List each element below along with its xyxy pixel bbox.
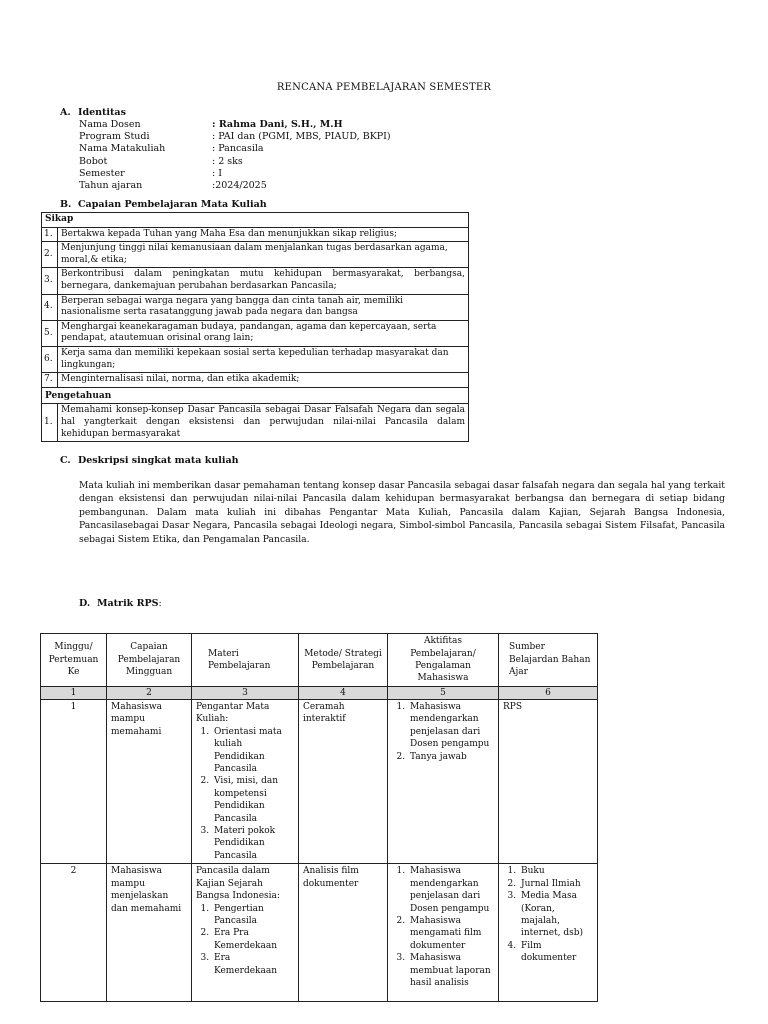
column-number-row [41, 687, 598, 700]
identitas-row [79, 156, 391, 168]
rps-matrix-table [40, 633, 598, 1002]
identitas-row [79, 119, 391, 131]
identitas-row [79, 131, 391, 143]
identitas-value: : Rahma Dani, S.H., M.H [212, 119, 343, 130]
materi-intro: Pengantar Mata Kuliah: [196, 702, 270, 725]
section-title: Matrik RPS [97, 598, 159, 609]
identitas-value: : Pancasila [212, 143, 264, 155]
list-item: 1. Orientasi mata kuliah Pendidikan Pancasila [212, 726, 294, 776]
list-item: 1. Mahasiswa mendengarkan penjelasan dari Dosen pengampu [408, 701, 494, 751]
sikap-row [42, 346, 469, 372]
aktifitas-list [392, 701, 494, 763]
sikap-row [42, 320, 469, 346]
column-number: 3 [192, 687, 299, 700]
row-text: Menjunjung tinggi nilai kemanusiaan dalam menjalankan tugas berdasarkan agama, moral,& etika; [58, 242, 469, 268]
week-cell: 1 [41, 700, 107, 864]
identitas-label: Semester [79, 167, 125, 179]
sumber-cell [499, 864, 598, 1002]
row-text: Bertakwa kepada Tuhan yang Maha Esa dan menunjukkan sikap religius; [58, 227, 469, 242]
metode-cell: Ceramah interaktif [299, 700, 388, 864]
section-letter: C. [60, 455, 71, 466]
row-number: 1. [42, 227, 58, 242]
row-text: Kerja sama dan memiliki kepekaan sosial serta kepedulian terhadap masyarakat dan lingkungan; [58, 346, 469, 372]
identitas-row [79, 143, 391, 155]
row-number: 2. [42, 242, 58, 268]
column-number: 4 [299, 687, 388, 700]
list-item: 2. Era Pra Kemerdekaan [212, 927, 294, 952]
section-title: Identitas [78, 107, 126, 118]
row-number: 3. [42, 268, 58, 294]
identitas-list [79, 119, 391, 192]
column-header: Aktifitas Pembelajaran/ Pengalaman Mahasiswa [388, 634, 499, 687]
row-text: Berperan sebagai warga negara yang bangga dan cinta tanah air, memiliki nasionalisme serta rasatanggung jawab pada negara dan bangsa [58, 294, 469, 320]
aktifitas-list [392, 865, 494, 989]
section-a-heading [60, 107, 126, 118]
column-number: 1 [41, 687, 107, 700]
table-row [41, 864, 598, 1002]
capaian-cell: Mahasiswa mampu menjelaskan dan memahami [107, 864, 192, 1002]
section-title: Deskripsi singkat mata kuliah [78, 455, 239, 466]
column-header: Sumber Belajardan Bahan Ajar [499, 634, 598, 687]
document-title: RENCANA PEMBELAJARAN SEMESTER [276, 82, 492, 93]
week-cell: 2 [41, 864, 107, 1002]
aktifitas-cell [388, 700, 499, 864]
section-d-heading [79, 598, 162, 609]
section-letter: A. [60, 107, 71, 118]
row-number: 5. [42, 320, 58, 346]
sikap-heading: Sikap [42, 213, 469, 228]
list-item: 2. Jurnal Ilmiah [519, 878, 593, 890]
identitas-value: : 2 sks [212, 155, 243, 167]
metode-cell: Analisis film dokumenter [299, 864, 388, 1002]
section-c-heading [60, 455, 239, 466]
list-item: 3. Mahasiswa membuat laporan hasil analisis [408, 952, 494, 989]
pengetahuan-row [42, 404, 469, 442]
materi-intro: Pancasila dalam Kajian Sejarah Bangsa Indonesia: [196, 866, 280, 902]
sikap-row [42, 294, 469, 320]
identitas-label: Nama Dosen [79, 119, 141, 130]
row-text: Berkontribusi dalam peningkatan mutu kehidupan bermasyarakat, berbangsa, bernegara, dankemajuan perubahan berdasarkan Pancasila; [58, 268, 469, 294]
deskripsi-paragraph: Mata kuliah ini memberikan dasar pemahaman tentang konsep dasar Pancasila sebagai dasar falsafah negara dan segala hal yang terkait dengan eksistensi dan perwujudan nilai-nilai Pancasila dalam kehidupan bermasyarakat berbangsa dan bernegara di setiap bidang pembangunan. Dalam mata kuliah ini dibahas Pengantar Mata Kuliah, Pancasila dalam Kajian, Sejarah Bangsa Indonesia, Pancasilasebagai Dasar Negara, Pancasila sebagai Ideologi negara, Simbol-simbol Pancasila, Pancasila sebagai Sistem Filsafat, Pancasila sebagai Sistem Etika, dan Pengamalan Pancasila. [79, 480, 725, 545]
row-number: 1. [42, 404, 58, 442]
list-item: 2. Visi, misi, dan kompetensi Pendidikan Pancasila [212, 775, 294, 825]
section-suffix: : [158, 598, 162, 609]
list-item: 2. Tanya jawab [408, 751, 494, 763]
section-b-heading [60, 199, 267, 210]
column-header: Capaian Pembelajaran Mingguan [107, 634, 192, 687]
section-title: Capaian Pembelajaran Mata Kuliah [78, 199, 267, 210]
row-number: 7. [42, 373, 58, 388]
row-text: Memahami konsep-konsep Dasar Pancasila sebagai Dasar Falsafah Negara dan segala hal yangterkait dengan eksistensi dan perwujudan nilai-nilai Pancasila dalam kehidupan bermasyarakat [58, 404, 469, 442]
sumber-cell: RPS [499, 700, 598, 864]
list-item: 2. Mahasiswa mengamati film dokumenter [408, 915, 494, 952]
materi-list [196, 726, 294, 862]
sikap-row [42, 227, 469, 242]
row-text: Menghargai keanekaragaman budaya, pandangan, agama dan kepercayaan, serta pendapat, atautemuan orisinal orang lain; [58, 320, 469, 346]
identitas-label: Tahun ajaran [79, 180, 143, 192]
identitas-value: :2024/2025 [212, 180, 267, 192]
capaian-cell: Mahasiswa mampu memahami [107, 700, 192, 864]
column-number: 5 [388, 687, 499, 700]
sikap-row [42, 242, 469, 268]
identitas-value: : PAI dan (PGMI, MBS, PIAUD, BKPI) [212, 131, 391, 143]
identitas-label: Bobot [79, 155, 108, 167]
section-letter: D. [79, 598, 91, 609]
row-text: Menginternalisasi nilai, norma, dan etika akademik; [58, 373, 469, 388]
materi-cell [192, 864, 299, 1002]
list-item: 1. Mahasiswa mendengarkan penjelasan dari Dosen pengampu [408, 865, 494, 915]
sikap-row [42, 373, 469, 388]
section-letter: B. [60, 199, 72, 210]
list-item: 1. Buku [519, 865, 593, 877]
sumber-list [503, 865, 593, 964]
materi-cell [192, 700, 299, 864]
list-item: 3. Materi pokok Pendidikan Pancasila [212, 825, 294, 862]
list-item: 3. Era Kemerdekaan [212, 952, 294, 977]
column-header: Materi Pembelajaran [192, 634, 299, 687]
table-row [41, 700, 598, 864]
aktifitas-cell [388, 864, 499, 1002]
identitas-label: Program Studi [79, 131, 150, 143]
column-header: Minggu/ Pertemuan Ke [41, 634, 107, 687]
pengetahuan-heading: Pengetahuan [42, 387, 469, 404]
sikap-row [42, 268, 469, 294]
identitas-value: : I [212, 167, 222, 179]
header-row [41, 634, 598, 687]
row-number: 6. [42, 346, 58, 372]
column-number: 6 [499, 687, 598, 700]
materi-list [196, 903, 294, 977]
cpmk-table [41, 212, 469, 442]
identitas-row [79, 168, 391, 180]
list-item: 1. Pengertian Pancasila [212, 903, 294, 928]
column-number: 2 [107, 687, 192, 700]
column-header: Metode/ Strategi Pembelajaran [299, 634, 388, 687]
identitas-row [79, 180, 391, 192]
row-number: 4. [42, 294, 58, 320]
list-item: 3. Media Masa (Koran, majalah, internet, dsb) [519, 890, 593, 940]
list-item: 4. Film dokumenter [519, 940, 593, 965]
identitas-label: Nama Matakuliah [79, 143, 166, 155]
